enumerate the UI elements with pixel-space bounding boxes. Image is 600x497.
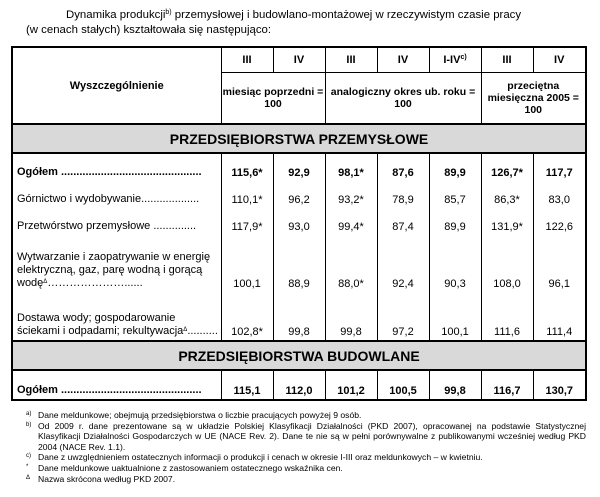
- value-cell: 89,9: [429, 208, 481, 235]
- row-label: Dostawa wody; gospodarowanie ściekami i odpadami; rekultywacja$^\Delta$..........: [17, 312, 218, 337]
- row-label: Wytwarzanie i zaopatrywanie w energię elektryczną, gaz, parę wodną i gorącą wodę$^\Delta$…………………......: [17, 251, 211, 289]
- value-cell: 112,0: [273, 370, 325, 399]
- value-cell: 108,0: [481, 235, 533, 292]
- footnote: [26, 452, 586, 463]
- footnote-text: Dane z uwzględnieniem ostatecznych informacji o produkcji i cenach w okresie I-III oraz meldunkowych – w kwietniu.: [38, 452, 483, 463]
- section-title: PRZEDSIĘBIORSTWA BUDOWLANE: [13, 341, 585, 370]
- row-label: Górnictwo i wydobywanie...................: [17, 193, 200, 205]
- value-cell: 100,1: [429, 292, 481, 341]
- value-cell: 102,8*: [221, 292, 273, 341]
- section-title: PRZEDSIĘBIORSTWA PRZEMYSŁOWE: [13, 124, 585, 153]
- footnotes: [26, 410, 586, 484]
- value-cell: 96,1: [533, 235, 585, 292]
- value-cell: 90,3: [429, 235, 481, 292]
- table-row: [13, 370, 585, 399]
- table-row: [13, 208, 585, 235]
- value-cell: 86,3*: [481, 181, 533, 208]
- header-group-avg-2005: przeciętna miesięczna 2005 = 100: [481, 73, 585, 125]
- footnote-mark: *: [26, 463, 29, 470]
- footnote-text: Nazwa skrócona według PKD 2007.: [38, 473, 176, 484]
- header-quarter: III: [325, 48, 377, 73]
- value-cell: 88,0*: [325, 235, 377, 292]
- value-cell: 92,9: [273, 153, 325, 181]
- value-cell: 99,8: [429, 370, 481, 399]
- value-cell: 88,9: [273, 235, 325, 292]
- row-label: Ogółem ..............................................: [17, 166, 202, 178]
- value-cell: 111,4: [533, 292, 585, 341]
- footnote: [26, 463, 586, 474]
- header-quarter: IV: [377, 48, 429, 73]
- value-cell: 87,4: [377, 208, 429, 235]
- value-cell: 85,7: [429, 181, 481, 208]
- value-cell: 115,1: [221, 370, 273, 399]
- footnote-text: Dane meldunkowe uaktualnione z zastosowaniem ostatecznego wskaźnika cen.: [38, 462, 343, 473]
- table-row: [13, 292, 585, 341]
- footnote-text: Dane meldunkowe; obejmują przedsiębiorstwa o liczbie pracujących powyżej 9 osób.: [38, 410, 362, 420]
- value-cell: 87,6: [377, 153, 429, 181]
- table-row: [13, 153, 585, 181]
- value-cell: 131,9*: [481, 208, 533, 235]
- footnote: [26, 474, 586, 485]
- header-group-prev-year: analogiczny okres ub. roku = 100: [325, 73, 481, 125]
- header-label: Wyszczególnienie: [69, 79, 164, 92]
- value-cell: 100,1: [221, 235, 273, 292]
- header-quarter: III: [221, 48, 273, 73]
- production-dynamics-table: [13, 48, 585, 399]
- value-cell: 130,7: [533, 370, 585, 399]
- value-cell: 100,5: [377, 370, 429, 399]
- table-row: [13, 235, 585, 292]
- header-group-prev-month: miesiąc poprzedni = 100: [221, 73, 325, 125]
- intro-line-2: (w cenach stałych) kształtowała się następująco:: [26, 24, 272, 36]
- footnote-mark: c): [26, 453, 31, 460]
- value-cell: 89,9: [429, 153, 481, 181]
- value-cell: 115,6*: [221, 153, 273, 181]
- value-cell: 99,4*: [325, 208, 377, 235]
- value-cell: 110,1*: [221, 181, 273, 208]
- table-row: [13, 181, 585, 208]
- footnote-mark: Δ: [26, 474, 31, 481]
- value-cell: 111,6: [481, 292, 533, 341]
- value-cell: 92,4: [377, 235, 429, 292]
- value-cell: 99,8: [325, 292, 377, 341]
- footnote-mark: b): [26, 421, 32, 428]
- value-cell: 117,7: [533, 153, 585, 181]
- header-quarter: I-IV$^{c)}$: [429, 48, 481, 73]
- header-quarter: III: [481, 48, 533, 73]
- value-cell: 78,9: [377, 181, 429, 208]
- value-cell: 97,2: [377, 292, 429, 341]
- intro-paragraph: [26, 8, 586, 38]
- footnote: [26, 421, 586, 453]
- value-cell: 98,1*: [325, 153, 377, 181]
- footnote-mark: a): [26, 411, 32, 417]
- value-cell: 83,0: [533, 181, 585, 208]
- header-quarter: IV: [273, 48, 325, 73]
- value-cell: 96,2: [273, 181, 325, 208]
- footnote: [26, 410, 586, 421]
- value-cell: 117,9*: [221, 208, 273, 235]
- row-label: Przetwórstwo przemysłowe ..............: [17, 220, 197, 232]
- header-quarter: IV: [533, 48, 585, 73]
- footnote-text: Od 2009 r. dane prezentowane są w układzie Polskiej Klasyfikacji Działalności (PKD 2007), opracowanej na podstawie Statystycznej Klasyfikacji Działalności Gospodarczych w UE (NACE Rev. 2). Dane te nie są w pełni porównywalne z publikowanymi wcześniej według PKD 2004 (NACE Rev. 1.1).: [38, 420, 586, 452]
- value-cell: 93,2*: [325, 181, 377, 208]
- intro-line-1: Dynamika produkcji$^{b)}$ przemysłowej i budowlano-montażowej w rzeczywistym czasie pracy: [66, 9, 522, 21]
- value-cell: 122,6: [533, 208, 585, 235]
- value-cell: 116,7: [481, 370, 533, 399]
- row-label: Ogółem ..............................................: [17, 384, 202, 396]
- value-cell: 99,8: [273, 292, 325, 341]
- value-cell: 126,7*: [481, 153, 533, 181]
- value-cell: 101,2: [325, 370, 377, 399]
- value-cell: 93,0: [273, 208, 325, 235]
